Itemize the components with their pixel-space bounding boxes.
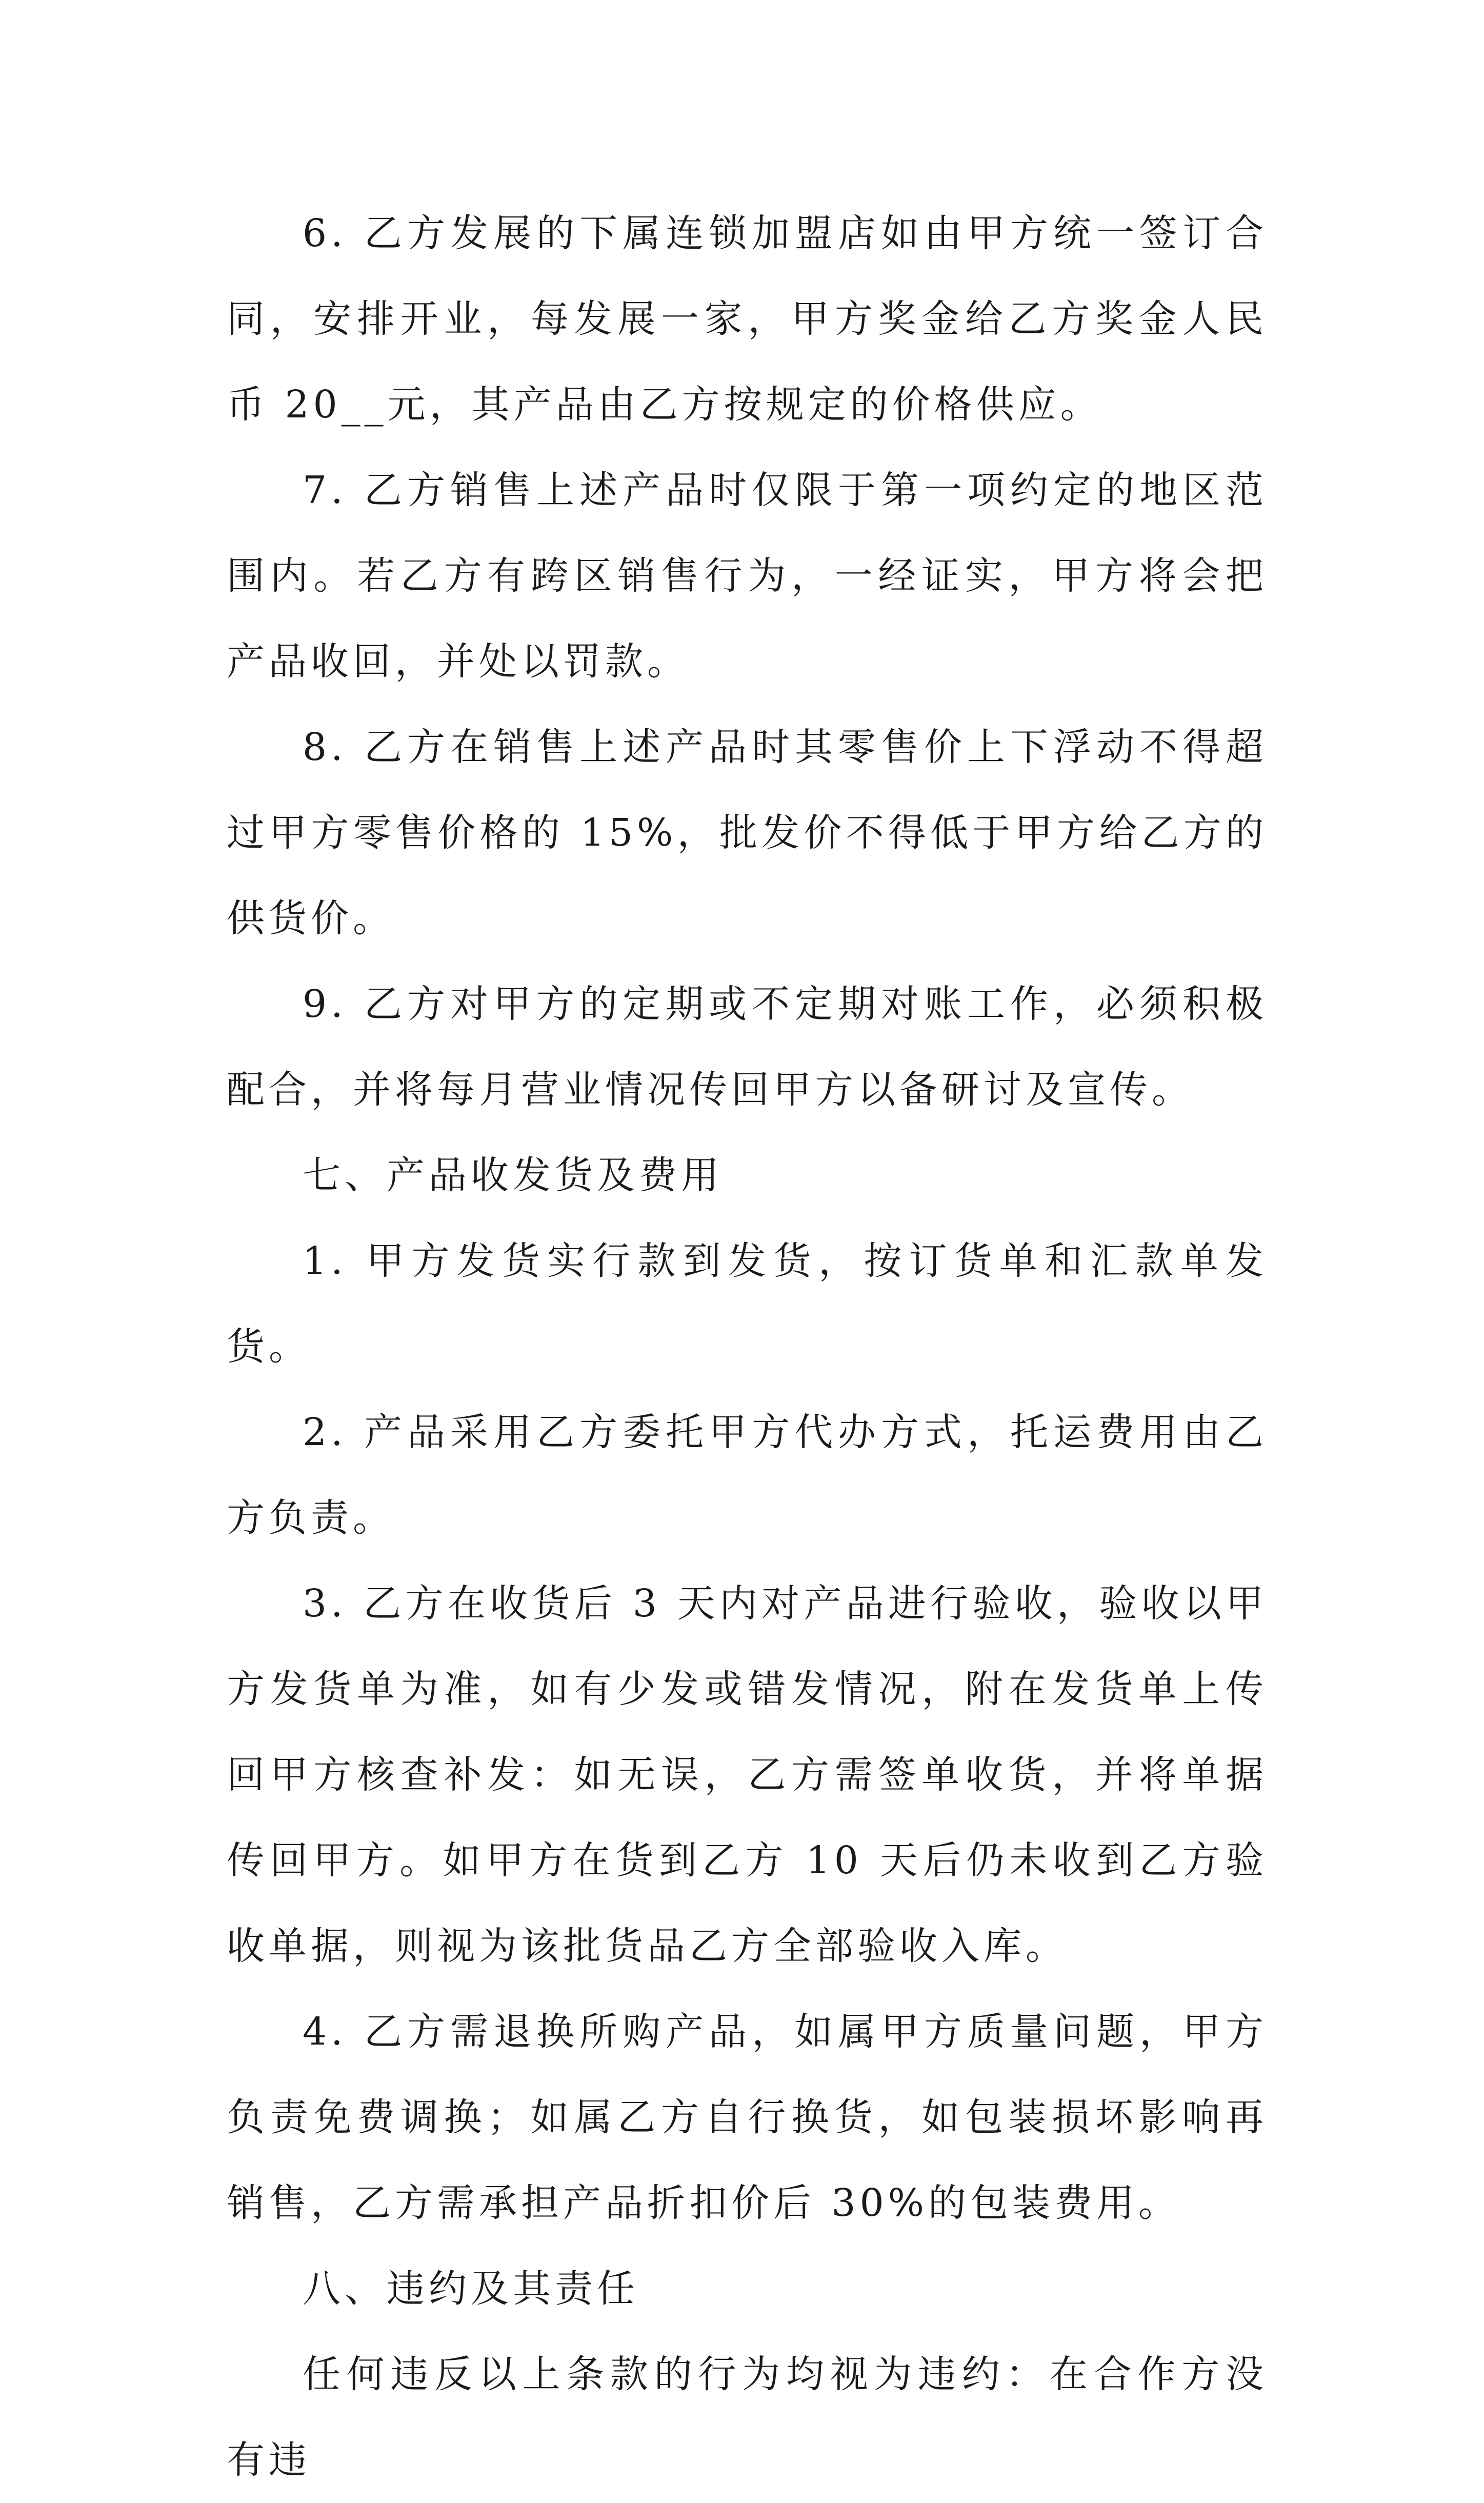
section-heading-8: 八、违约及其责任 [303,2267,639,2311]
shipping-clause-3: 3. 乙方在收货后 3 天内对产品进行验收，验收以甲方发货单为准，如有少发或错发情况，附在发货单上传回甲方核查补发：如无误，乙方需签单收货，并将单据传回甲方。如甲方在货到乙方 10 天后仍未收到乙方验收单据，则视为该批货品乙方全部验收入库。 [227,1581,1268,1968]
clause-6: 6. 乙方发展的下属连锁加盟店如由甲方统一签订合同，安排开业，每发展一家，甲方奖金给乙方奖金人民币 20__元，其产品由乙方按规定的价格供应。 [227,211,1268,427]
shipping-clause-1: 1. 甲方发货实行款到发货，按订货单和汇款单发货。 [227,1239,1268,1369]
clause-7: 7. 乙方销售上述产品时仅限于第一项约定的地区范围内。若乙方有跨区销售行为，一经证实，甲方将会把产品收回，并处以罚款。 [227,468,1268,684]
breach-clause: 任何违反以上条款的行为均视为违约：在合作方没有违 [227,2352,1268,2482]
section-heading-7: 七、产品收发货及费用 [303,1153,723,1197]
document-body [227,191,1268,2503]
clause-9: 9. 乙方对甲方的定期或不定期对账工作，必须积极配合，并将每月营业情况传回甲方以备研讨及宣传。 [227,982,1268,1112]
shipping-clause-2: 2. 产品采用乙方委托甲方代办方式，托运费用由乙方负责。 [227,1410,1268,1540]
shipping-clause-4: 4. 乙方需退换所购产品，如属甲方质量问题，甲方负责免费调换；如属乙方自行换货，如包装损坏影响再销售，乙方需承担产品折扣价后 30%的包装费用。 [227,2010,1268,2225]
clause-8: 8. 乙方在销售上述产品时其零售价上下浮动不得超过甲方零售价格的 15%，批发价不得低于甲方给乙方的供货价。 [227,725,1268,940]
